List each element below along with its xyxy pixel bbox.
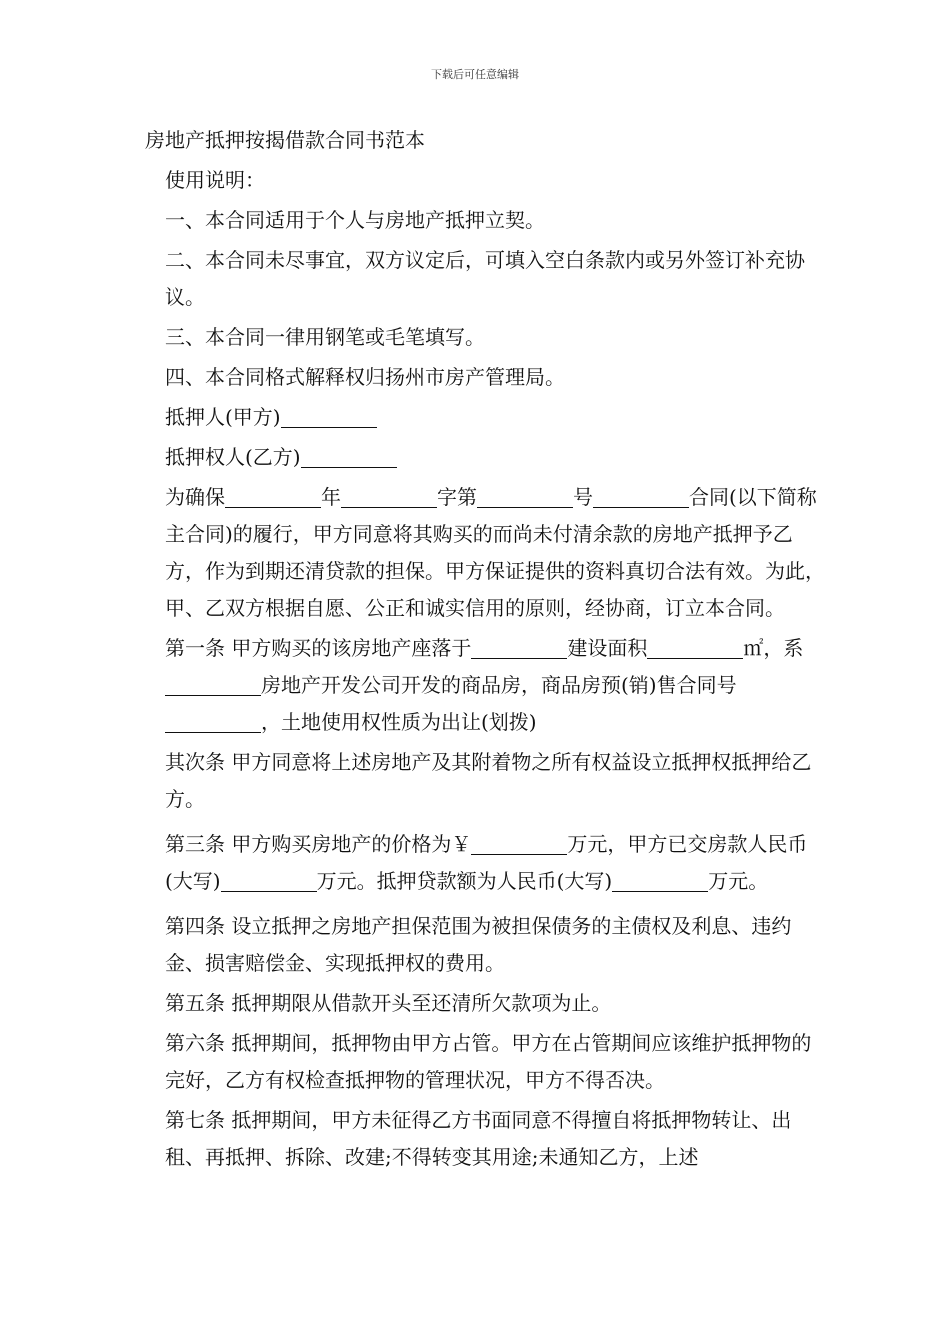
blank-area	[647, 636, 743, 659]
article-1-text-e: ，土地使用权性质为出让(划拨)	[261, 710, 537, 734]
article-3-text-c: 万元。抵押贷款额为人民币(大写)	[316, 869, 613, 893]
instruction-3: 三、本合同一律用钢笔或毛笔填写。	[165, 325, 485, 349]
blank-paid-amount	[221, 869, 317, 892]
article-1-text-b: 建设面积	[567, 636, 648, 660]
article-2: 其次条 甲方同意将上述房地产及其附着物之所有权益设立抵押权抵押给乙方。	[165, 750, 812, 811]
article-3	[145, 826, 825, 900]
mortgagor-line	[145, 399, 825, 436]
mortgagee-label: 抵押权人(乙方)	[165, 445, 301, 469]
mortgagee-blank	[301, 445, 397, 468]
blank-sale-contract-number	[165, 710, 261, 733]
intro-text-a: 为确保	[165, 485, 225, 509]
page-header: 下载后可任意编辑	[431, 68, 519, 81]
article-1-text-c: ㎡，系	[743, 636, 804, 660]
intro-text-b: 年	[321, 485, 341, 509]
instructions-heading: 使用说明：	[165, 168, 265, 192]
article-1-text-d: 房地产开发公司开发的商品房，商品房预(销)售合同号	[261, 673, 737, 697]
article-3-text-d: 万元。	[708, 869, 769, 893]
document-title: 房地产抵押按揭借款合同书范本	[145, 128, 425, 152]
blank-contract-year	[341, 485, 437, 508]
blank-price	[471, 832, 567, 855]
article-4: 第四条 设立抵押之房地产担保范围为被担保债务的主债权及利息、违约金、损害赔偿金、实现抵押权的费用。	[165, 914, 792, 975]
blank-loan-amount	[612, 869, 708, 892]
document-body	[145, 122, 825, 1176]
mortgagor-label: 抵押人(甲方)	[165, 405, 281, 429]
instruction-1: 一、本合同适用于个人与房地产抵押立契。	[165, 208, 545, 232]
article-3-text-a: 第三条 甲方购买房地产的价格为￥	[165, 832, 472, 856]
intro-paragraph	[145, 479, 825, 627]
blank-location	[471, 636, 567, 659]
blank-contract-word	[477, 485, 573, 508]
blank-contract-number	[593, 485, 689, 508]
instruction-4: 四、本合同格式解释权归扬州市房产管理局。	[165, 365, 565, 389]
intro-text-c: 字第	[437, 485, 477, 509]
article-3-text-b: 万元，甲方已交房款人民币(大写)	[165, 832, 808, 893]
article-1	[145, 630, 825, 741]
mortgagor-blank	[281, 405, 377, 428]
instruction-2: 二、本合同未尽事宜，双方议定后，可填入空白条款内或另外签订补充协议。	[165, 248, 805, 309]
blank-developer	[165, 673, 261, 696]
article-6: 第六条 抵押期间，抵押物由甲方占管。甲方在占管期间应该维护抵押物的完好，乙方有权检查抵押物的管理状况，甲方不得否决。	[165, 1031, 812, 1092]
blank-contract-prefix	[225, 485, 321, 508]
article-1-text-a: 第一条 甲方购买的该房地产座落于	[165, 636, 472, 660]
article-5: 第五条 抵押期限从借款开头至还清所欠款项为止。	[165, 991, 612, 1015]
intro-text-e: 合同(以下简称主合同)的履行，甲方同意将其购买的而尚未付清余款的房地产抵押予乙方，作为到期还清贷款的担保。甲方保证提供的资料真切合法有效。为此，甲、乙双方根据自愿、公正和诚实信用的原则，经协商，订立本合同。	[165, 485, 825, 620]
article-7: 第七条 抵押期间，甲方未征得乙方书面同意不得擅自将抵押物转让、出租、再抵押、拆除、改建;不得转变其用途;未通知乙方，上述	[165, 1108, 792, 1169]
intro-text-d: 号	[573, 485, 593, 509]
mortgagee-line	[145, 439, 825, 476]
